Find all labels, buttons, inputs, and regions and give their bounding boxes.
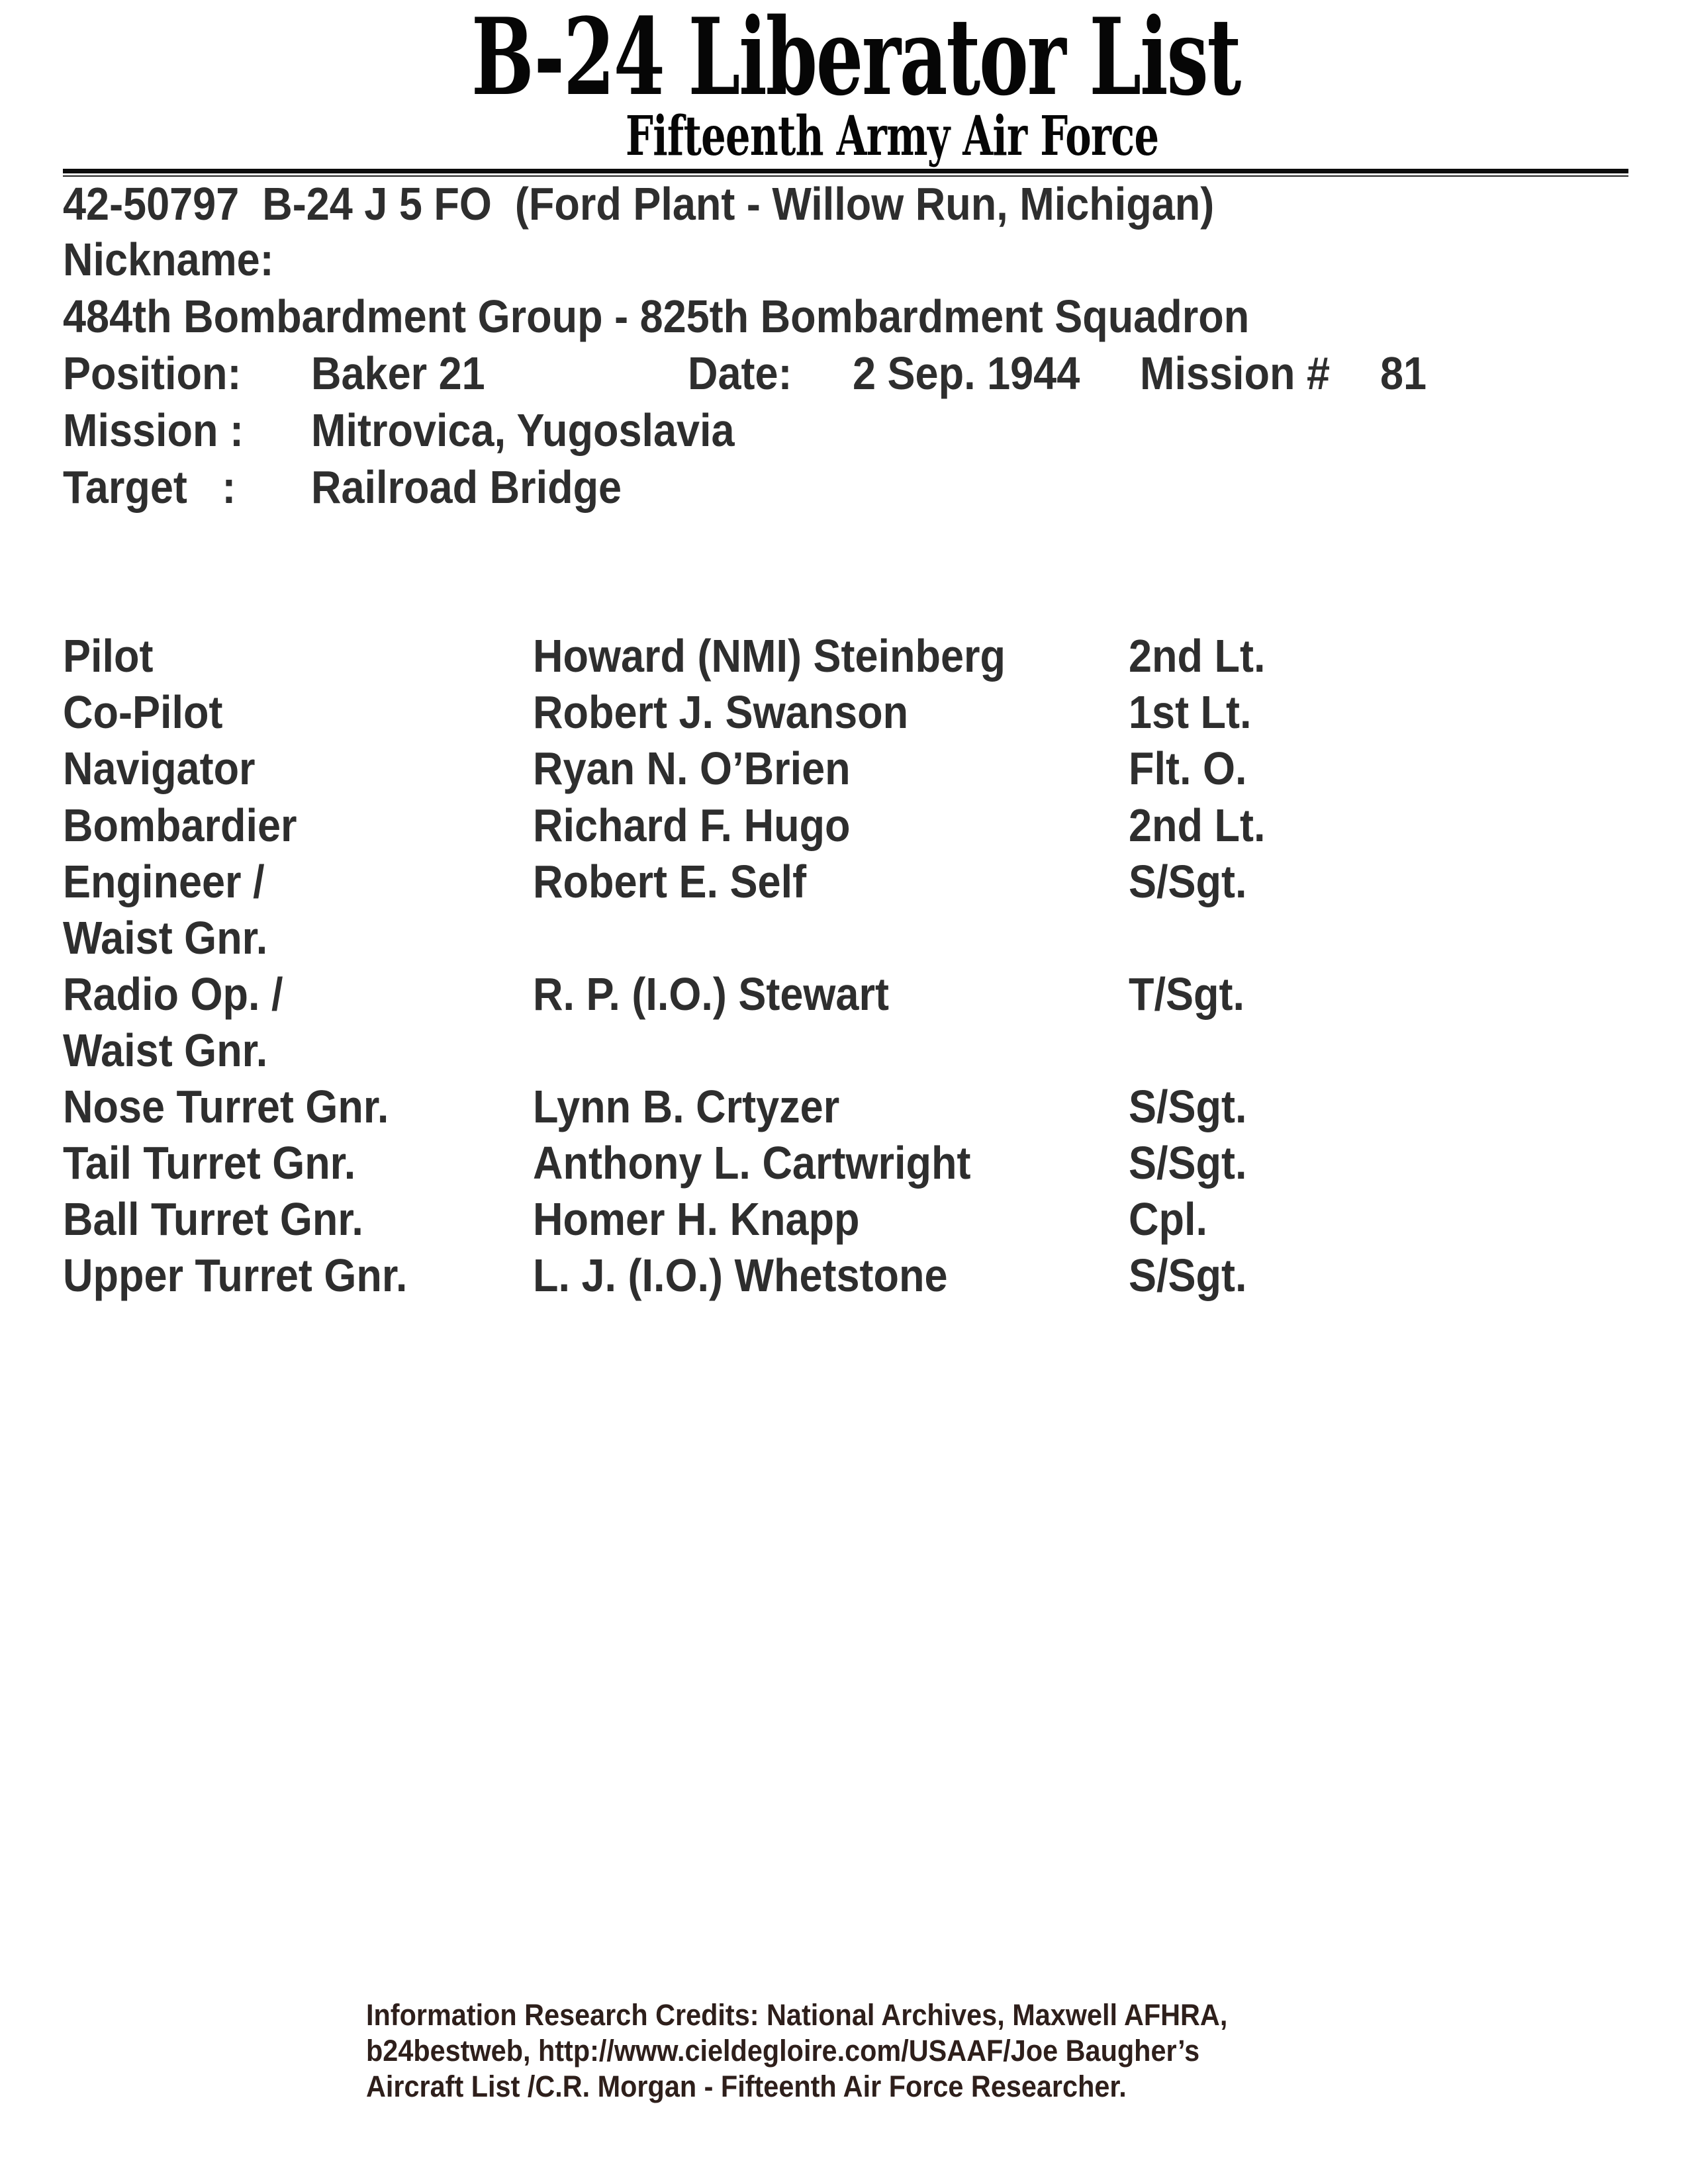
crew-name: Richard F. Hugo [533,799,851,851]
crew-rank: T/Sgt. [1129,968,1244,1020]
crew-name: Homer H. Knapp [533,1193,860,1245]
position-value: Baker 21 [311,347,485,399]
group-squadron-line: 484th Bombardment Group - 825th Bombardment Squadron [63,291,1250,342]
crew-rank: 2nd Lt. [1129,799,1266,851]
mission-label: Mission : [63,404,244,456]
crew-role: Radio Op. / [63,968,283,1020]
credits-line: Information Research Credits: National Archives, Maxwell AFHRA, [366,1998,1228,2032]
crew-rank: Flt. O. [1129,743,1247,794]
target-value: Railroad Bridge [311,461,622,513]
crew-role: Bombardier [63,799,297,851]
target-label: Target : [63,461,236,513]
crew-name: Anthony L. Cartwright [533,1137,971,1189]
page-title: B-24 Liberator List [471,0,1241,119]
credits-line: Aircraft List /C.R. Morgan - Fifteenth Air Force Researcher. [366,2070,1127,2103]
crew-name: R. P. (I.O.) Stewart [533,968,889,1020]
crew-name: Ryan N. O’Brien [533,743,851,794]
crew-role: Upper Turret Gnr. [63,1250,408,1301]
crew-rank: S/Sgt. [1129,1137,1247,1189]
masthead-divider-thin [63,175,1628,177]
aircraft-serial-line: 42-50797 B-24 J 5 FO (Ford Plant - Willow Run, Michigan) [63,178,1215,230]
crew-rank: S/Sgt. [1129,1250,1247,1301]
crew-name: Lynn B. Crtyzer [533,1081,840,1132]
date-value: 2 Sep. 1944 [853,347,1080,399]
crew-rank: S/Sgt. [1129,1081,1247,1132]
credits-line: b24bestweb, http://www.cieldegloire.com/USAAF/Joe Baugher’s [366,2034,1200,2068]
crew-rank: S/Sgt. [1129,856,1247,907]
page-subtitle: Fifteenth Army Air Force [626,105,1159,168]
crew-rank: 2nd Lt. [1129,630,1266,682]
mission-number-value: 81 [1380,347,1427,399]
crew-role: Pilot [63,630,154,682]
mission-number-label: Mission # [1140,347,1331,399]
crew-name: Robert E. Self [533,856,807,907]
date-label: Date: [688,347,792,399]
crew-role: Co-Pilot [63,686,223,738]
crew-role: Tail Turret Gnr. [63,1137,356,1189]
nickname-label: Nickname: [63,234,274,285]
crew-role-second-line: Waist Gnr. [63,1024,268,1076]
crew-name: Robert J. Swanson [533,686,909,738]
crew-name: L. J. (I.O.) Whetstone [533,1250,948,1301]
crew-role: Ball Turret Gnr. [63,1193,363,1245]
crew-role: Nose Turret Gnr. [63,1081,389,1132]
position-label: Position: [63,347,242,399]
crew-role: Engineer / [63,856,265,907]
crew-role: Navigator [63,743,256,794]
crew-rank: Cpl. [1129,1193,1207,1245]
crew-rank: 1st Lt. [1129,686,1252,738]
mission-value: Mitrovica, Yugoslavia [311,404,735,456]
crew-name: Howard (NMI) Steinberg [533,630,1006,682]
masthead-divider-thick [63,169,1628,173]
crew-role-second-line: Waist Gnr. [63,912,268,964]
